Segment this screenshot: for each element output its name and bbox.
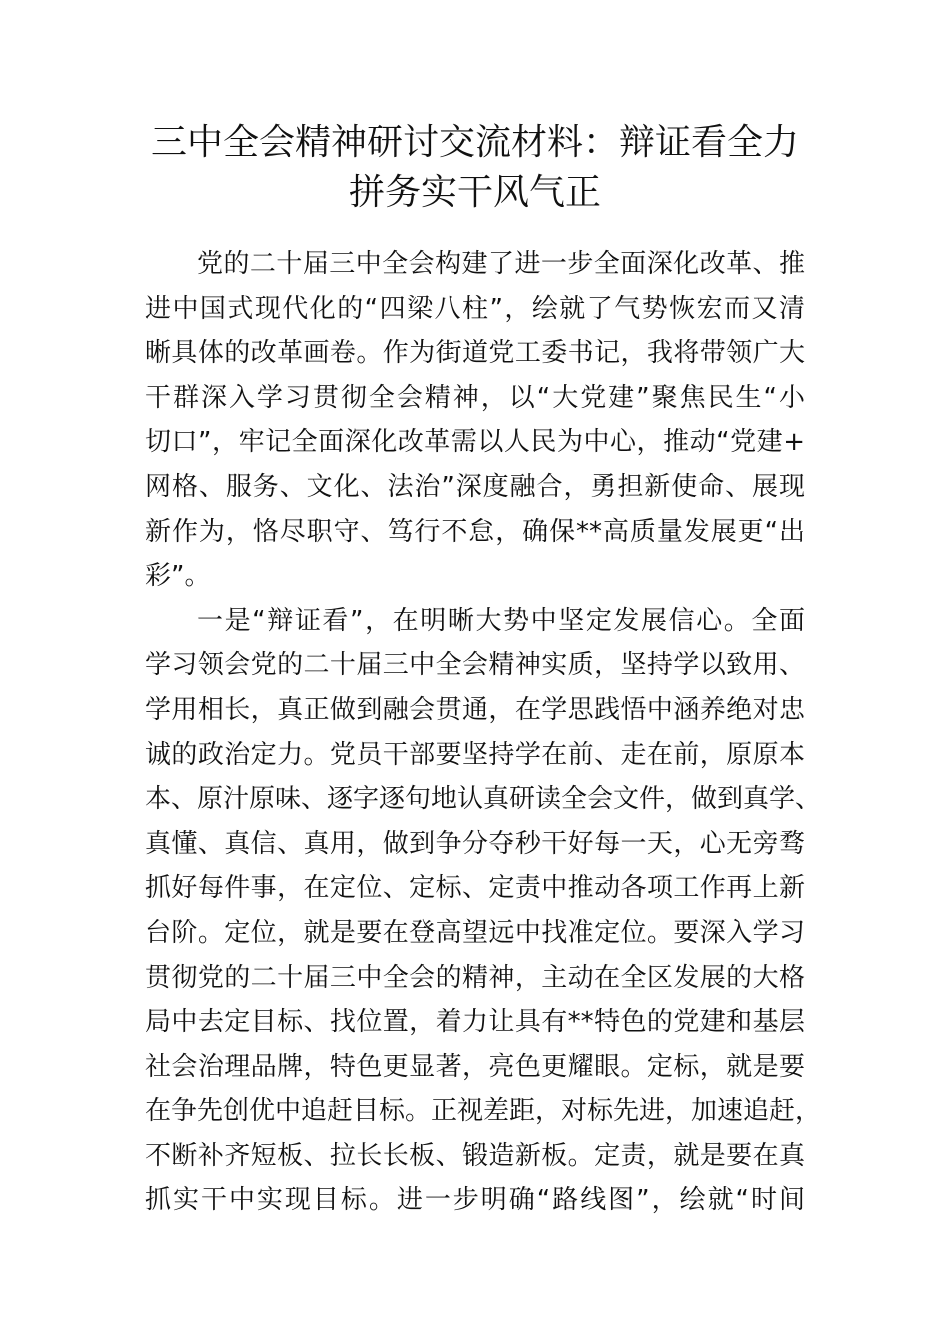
paragraph-line: 抓好每件事，在定位、定标、定责中推动各项工作再上新	[145, 873, 805, 904]
paragraph-line: 局中去定目标、找位置，着力让具有**特色的党建和基层	[145, 1007, 805, 1038]
paragraph-line: 学用相长，真正做到融会贯通，在学思践悟中涵养绝对忠	[145, 694, 805, 725]
paragraph-line: 晰具体的改革画卷。作为街道党工委书记，我将带领广大	[145, 338, 805, 369]
paragraph-line: 在争先创优中追赶目标。正视差距，对标先进，加速追赶，	[145, 1096, 822, 1127]
paragraph-line: 真懂、真信、真用，做到争分夺秒干好每一天，心无旁骛	[145, 828, 805, 859]
title-line: 拼务实干风气正	[348, 172, 601, 213]
paragraph-line: 新作为，恪尽职守、笃行不怠，确保**高质量发展更“出	[145, 516, 805, 547]
paragraph-line: 一是“辩证看”，在明晰大势中坚定发展信心。全面	[197, 605, 805, 636]
paragraph-line: 抓实干中实现目标。进一步明确“路线图”，绘就“时间	[145, 1185, 805, 1216]
paragraph-line: 台阶。定位，就是要在登高望远中找准定位。要深入学习	[145, 917, 805, 948]
paragraph-line: 社会治理品牌，特色更显著，亮色更耀眼。定标，就是要	[145, 1051, 805, 1082]
paragraph-line: 彩”。	[145, 561, 211, 592]
document-title	[100, 118, 850, 218]
paragraph-line: 不断补齐短板、拉长长板、锻造新板。定责，就是要在真	[145, 1140, 805, 1171]
title-line: 三中全会精神研讨交流材料：辩证看全力	[150, 122, 799, 163]
paragraph-line: 进中国式现代化的“四梁八柱”，绘就了气势恢宏而又清	[145, 293, 805, 324]
paragraph-line: 学习领会党的二十届三中全会精神实质，坚持学以致用、	[145, 650, 805, 681]
document-body	[145, 242, 822, 1223]
paragraph-line: 党的二十届三中全会构建了进一步全面深化改革、推	[197, 249, 805, 279]
paragraph-line: 干群深入学习贯彻全会精神，以“大党建”聚焦民生“小	[145, 382, 805, 413]
paragraph-line: 贯彻党的二十届三中全会的精神，主动在全区发展的大格	[145, 962, 805, 993]
paragraph-line: 本、原汁原味、逐字逐句地认真研读全会文件，做到真学、	[145, 784, 822, 815]
paragraph-line: 切口”，牢记全面深化改革需以人民为中心，推动“党建+	[145, 427, 805, 458]
paragraph-line: 网格、服务、文化、法治”深度融合，勇担新使命、展现	[145, 471, 805, 502]
paragraph-line: 诚的政治定力。党员干部要坚持学在前、走在前，原原本	[145, 739, 805, 770]
